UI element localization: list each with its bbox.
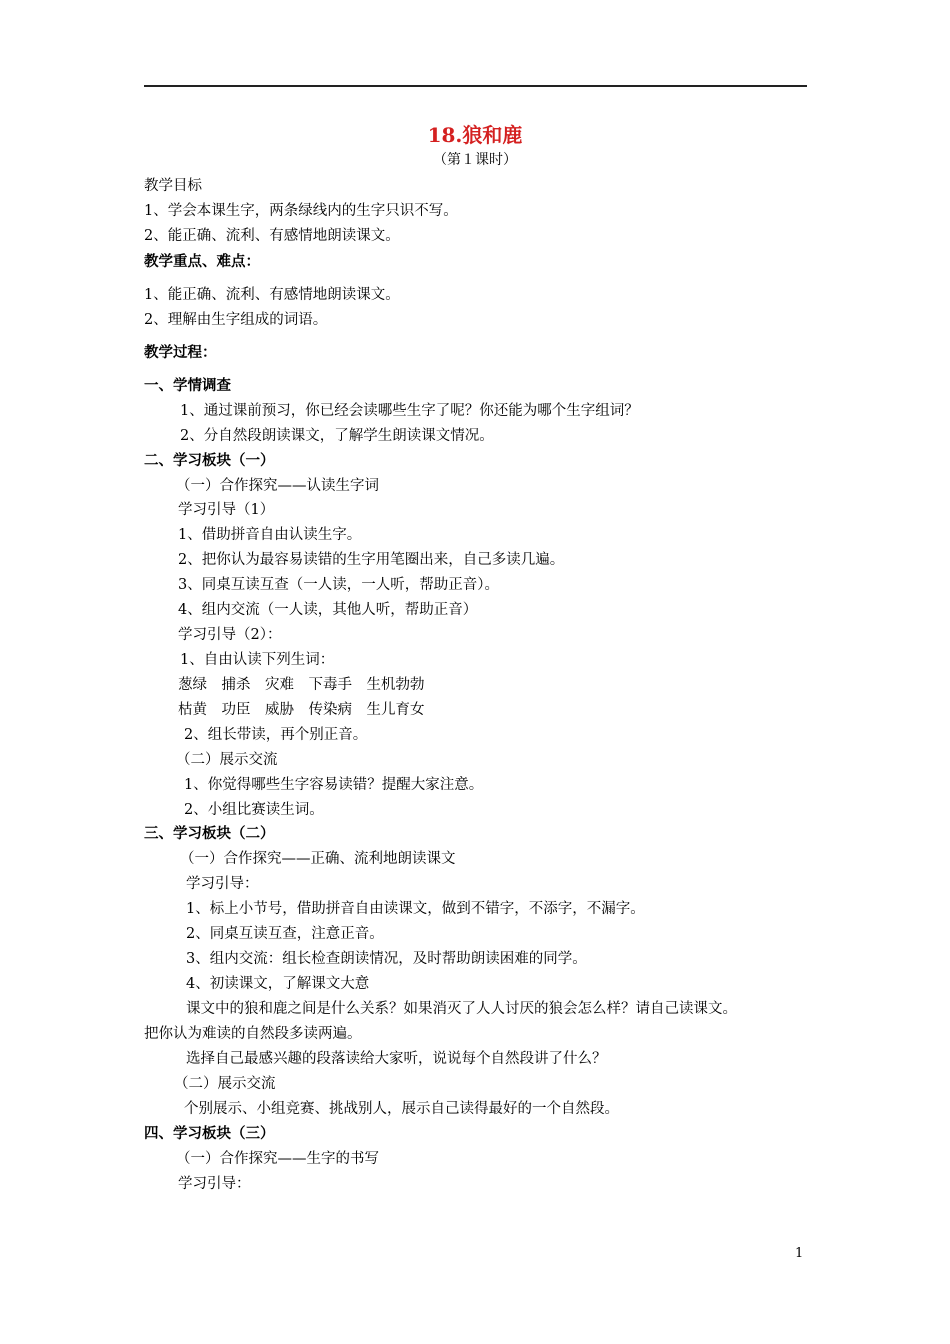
section-heading: 二、学习板块（一） (144, 452, 275, 469)
guide-heading: 学习引导： (186, 876, 259, 892)
list-item: 2、分自然段朗读课文，了解学生朗读课文情况。 (180, 428, 494, 444)
list-item: 1、借助拼音自由认读生字。 (178, 527, 362, 543)
vocab-row: 枯黄 功臣 威胁 传染病 生儿育女 (178, 702, 425, 718)
list-item: 2、同桌互读互查，注意正音。 (186, 926, 384, 942)
subsection-heading: （二）展示交流 (174, 1076, 276, 1092)
process-heading: 教学过程： (144, 344, 217, 361)
list-item: 1、通过课前预习，你已经会读哪些生字了呢？你还能为哪个生字组词？ (180, 403, 639, 419)
guide-heading: 学习引导（1） (178, 502, 275, 518)
guide-heading: 学习引导（2）： (178, 627, 282, 643)
section-heading: 三、学习板块（二） (144, 825, 275, 842)
section-heading: 一、学情调查 (144, 377, 231, 394)
goal-item: 2、能正确、流利、有感情地朗读课文。 (144, 228, 400, 244)
subsection-heading: （一）合作探究——正确、流利地朗读课文 (180, 851, 456, 867)
section-heading: 四、学习板块（三） (144, 1125, 275, 1142)
focus-item: 1、能正确、流利、有感情地朗读课文。 (144, 287, 400, 303)
focus-heading: 教学重点、难点： (144, 253, 260, 270)
subsection-heading: （二）展示交流 (176, 752, 278, 768)
list-item: 3、组内交流：组长检查朗读情况，及时帮助朗读困难的同学。 (186, 951, 587, 967)
list-item: 4、组内交流（一人读，其他人听，帮助正音） (178, 602, 478, 618)
list-item: 3、同桌互读互查（一人读，一人听，帮助正音）。 (178, 577, 499, 593)
guide-heading: 学习引导： (178, 1176, 251, 1192)
header-rule (144, 85, 807, 87)
paragraph: 选择自己最感兴趣的段落读给大家听，说说每个自然段讲了什么？ (186, 1051, 607, 1067)
list-item: 2、小组比赛读生词。 (184, 802, 324, 818)
list-item: 1、你觉得哪些生字容易读错？提醒大家注意。 (184, 777, 484, 793)
list-item: 1、标上小节号，借助拼音自由读课文，做到不错字，不添字，不漏字。 (186, 901, 645, 917)
goal-item: 1、学会本课生字，两条绿线内的生字只识不写。 (144, 203, 458, 219)
paragraph: 课文中的狼和鹿之间是什么关系？如果消灭了人人讨厌的狼会怎么样？请自己读课文。 (186, 1001, 737, 1017)
list-item: 2、组长带读，再个别正音。 (184, 727, 368, 743)
lesson-subtitle: （第１课时） (433, 152, 517, 168)
paragraph: 把你认为难读的自然段多读两遍。 (144, 1026, 362, 1042)
subsection-heading: （一）合作探究——认读生字词 (176, 478, 379, 494)
list-item: 1、自由认读下列生词： (180, 652, 335, 668)
list-item: 4、初读课文，了解课文大意 (186, 976, 370, 992)
page-number: 1 (795, 1246, 804, 1261)
lesson-title: 18.狼和鹿 (427, 123, 523, 147)
vocab-row: 葱绿 捕杀 灾难 下毒手 生机勃勃 (178, 677, 425, 693)
focus-item: 2、理解由生字组成的词语。 (144, 312, 328, 328)
subsection-heading: （一）合作探究——生字的书写 (176, 1151, 379, 1167)
goals-heading: 教学目标 (144, 178, 202, 194)
list-item: 2、把你认为最容易读错的生字用笔圈出来，自己多读几遍。 (178, 552, 565, 568)
paragraph: 个别展示、小组竞赛、挑战别人，展示自己读得最好的一个自然段。 (184, 1101, 619, 1117)
